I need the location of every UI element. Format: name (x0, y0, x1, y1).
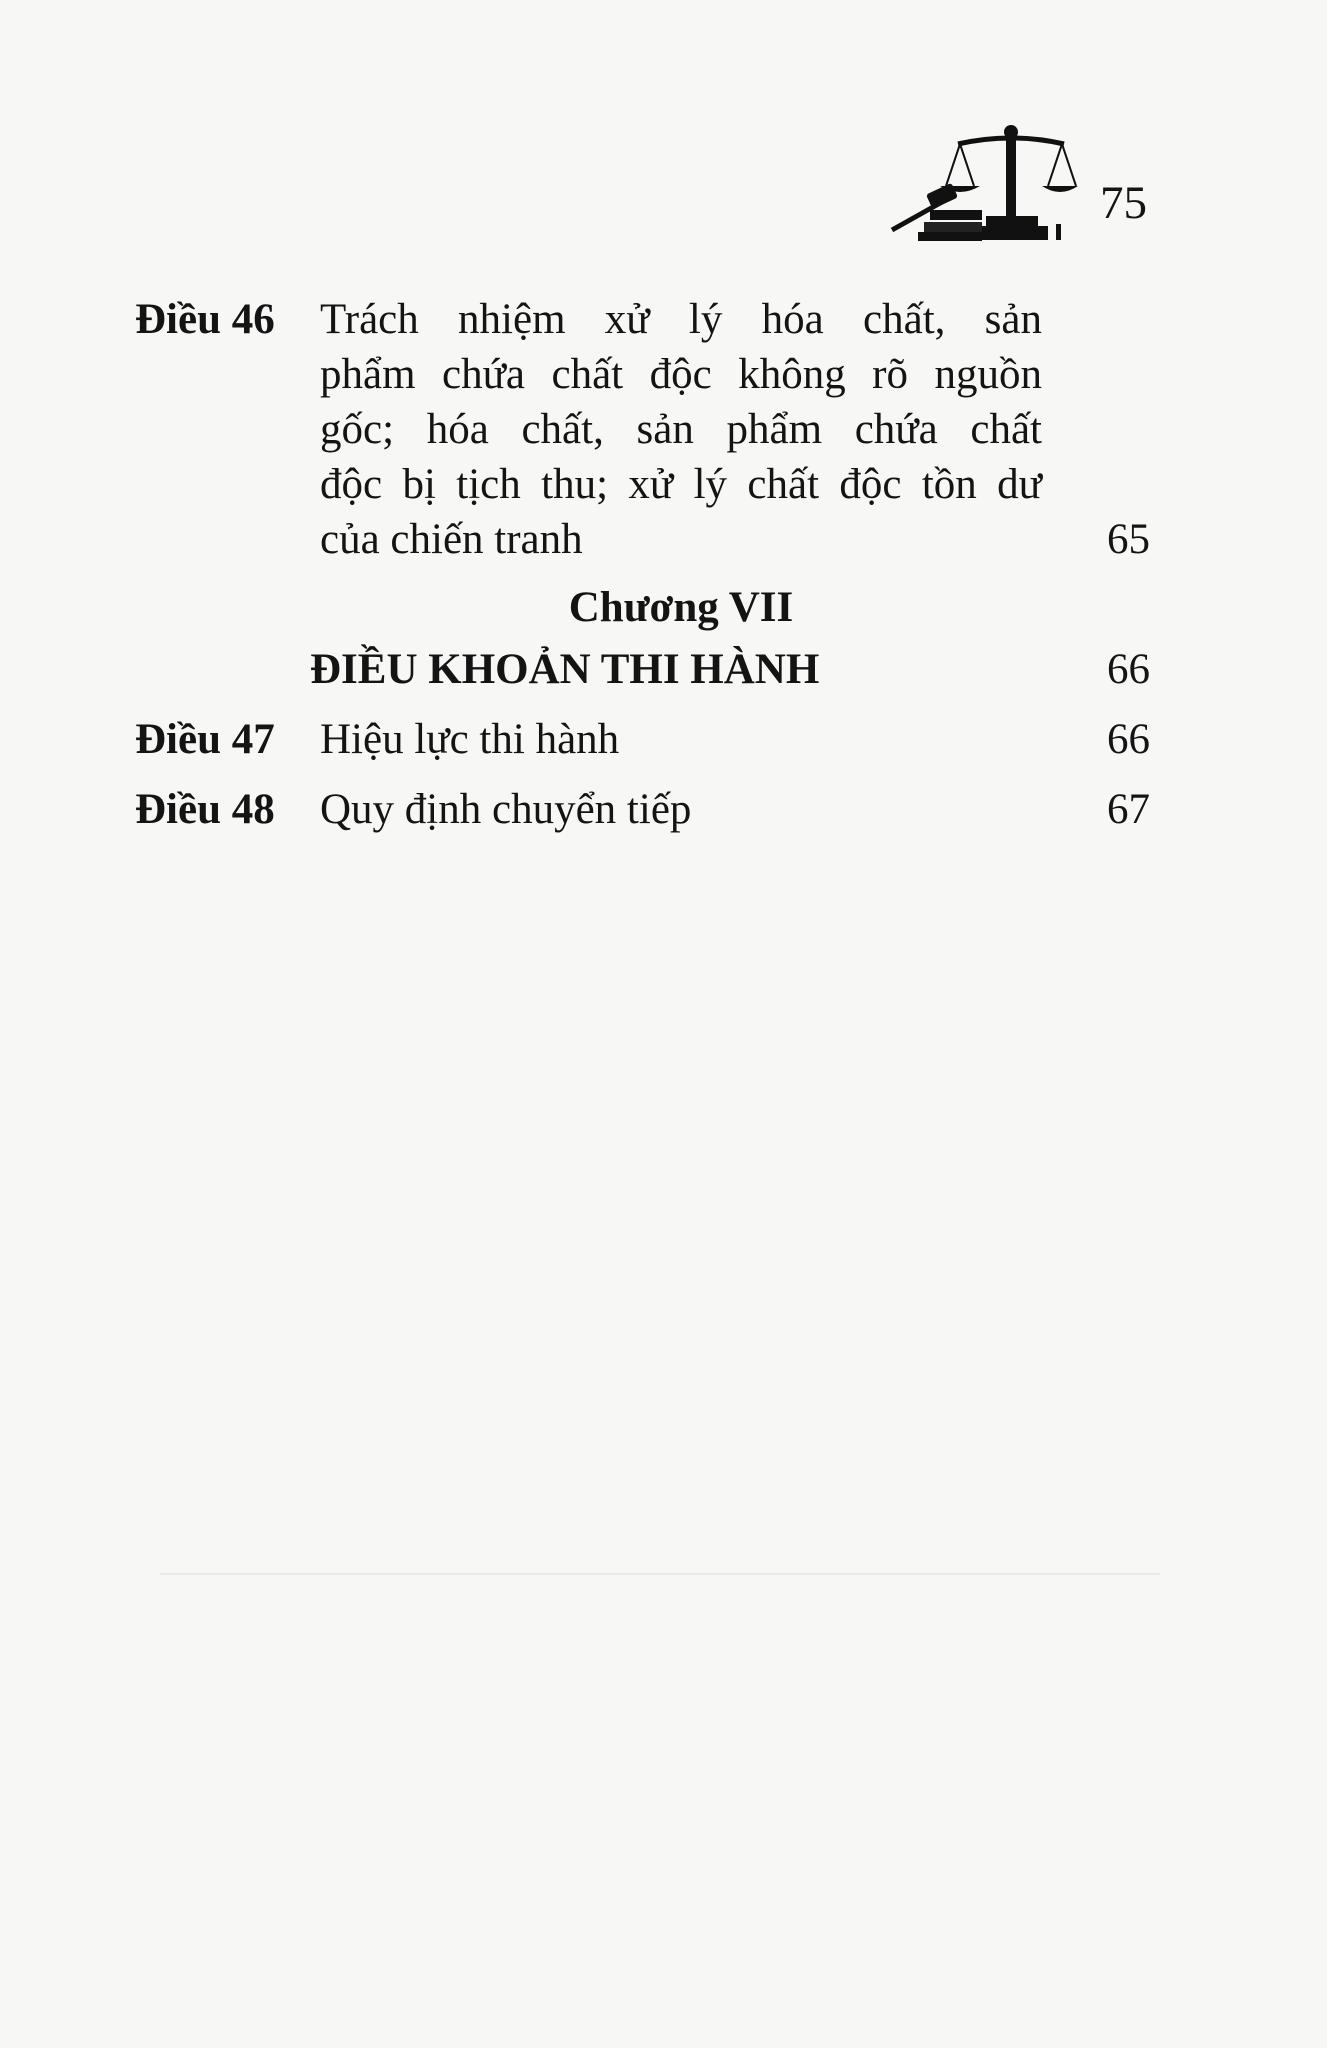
toc-entry-title (320, 292, 1042, 567)
toc-entry-label: Điều 48 (135, 786, 275, 833)
toc-entry-title: Hiệu lực thi hành (320, 716, 620, 763)
toc-entry-label: Điều 47 (135, 716, 275, 763)
chapter-label: Chương VII (568, 584, 794, 631)
chapter-title: ĐIỀU KHOẢN THI HÀNH (310, 646, 820, 693)
toc-entry-label: Điều 46 (135, 296, 275, 343)
toc-entry-title: Quy định chuyển tiếp (320, 786, 692, 833)
toc-entry-page: 65 (1107, 516, 1150, 563)
toc-entry-page: 66 (1107, 716, 1150, 763)
scales-of-justice-gavel-icon (888, 118, 1078, 243)
toc-entry-title-line: phẩm chứa chất độc không rõ nguồn (320, 351, 1042, 398)
toc-entry-title-line: của chiến tranh (320, 516, 583, 563)
ghost-rule (160, 1573, 1160, 1575)
toc-entry-page: 67 (1107, 786, 1150, 833)
toc-entry-page: 66 (1107, 646, 1150, 693)
page-number: 75 (1100, 177, 1147, 229)
toc-entry-title-line: Trách nhiệm xử lý hóa chất, sản (320, 296, 1042, 343)
toc-entry-title-line: gốc; hóa chất, sản phẩm chứa chất (320, 406, 1042, 453)
toc-entry-title-line: độc bị tịch thu; xử lý chất độc tồn dư (320, 461, 1042, 508)
